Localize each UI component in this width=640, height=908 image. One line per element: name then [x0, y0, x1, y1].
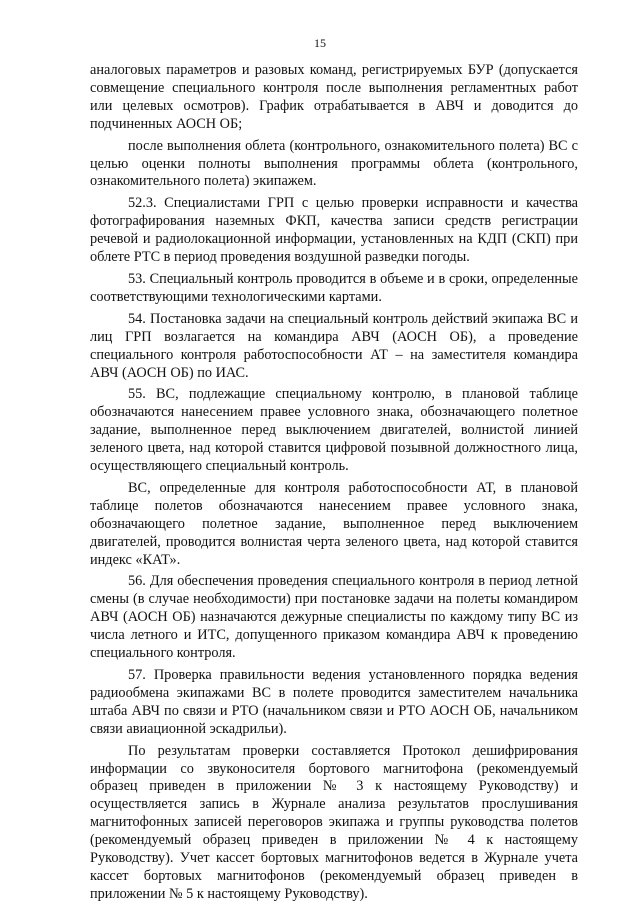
document-body	[90, 62, 578, 908]
paragraph-55: 55. ВС, подлежащие специальному контролю, в плановой таблице обозначаются нанесением правее условного знака, обозначающего полетное задание, выполненное перед выключением двигателей, волнистой линией зеленого цвета, над которой ставится цифровой позывной должностного лица, осуществляющего специальный контроль.	[90, 386, 578, 475]
paragraph-53: 53. Специальный контроль проводится в объеме и в сроки, определенные соответствующими технологическими картами.	[90, 270, 578, 305]
paragraph-52-3: 52.3. Специалистами ГРП с целью проверки исправности и качества фотографирования наземных ФКП, качества записи средств регистрации речевой и радиолокационной информации, установленных на КДП (СКП) при облете РТС в период проведения воздушной разведки погоды.	[90, 195, 578, 266]
paragraph-56: 56. Для обеспечения проведения специального контроля в период летной смены (в случае необходимости) при постановке задачи на полеты командиром АВЧ (АОСН ОБ) назначаются дежурные специалисты по каждому типу ВС из числа летного и ИТС, допущенного приказом командира АВЧ к проведению специального контроля.	[90, 573, 578, 662]
paragraph-55-kat: ВС, определенные для контроля работоспособности АТ, в плановой таблице полетов обозначаются нанесением правее условного знака, обозначающего полетное задание, выполненное перед выключением двигателей, проводится волнистая черта зеленого цвета, над которой ставится индекс «КАТ».	[90, 479, 578, 568]
page-number: 15	[314, 36, 326, 50]
paragraph-54: 54. Постановка задачи на специальный контроль действий экипажа ВС и лиц ГРП возлагается на командира АВЧ (АОСН ОБ), а проведение специального контроля работоспособности АТ – на заместителя командира АВЧ (АОСН ОБ) по ИАС.	[90, 310, 578, 381]
paragraph-57: 57. Проверка правильности ведения установленного порядка ведения радиообмена экипажами ВС в полете проводится заместителем начальника штаба АВЧ по связи и РТО (начальником связи и РТО АОСН ОБ, начальником связи авиационной эскадрильи).	[90, 667, 578, 737]
paragraph-after-flight: после выполнения облета (контрольного, ознакомительного полета) ВС с целью оценки полноты выполнения программы облета (контрольного, ознакомительного полета) экипажем.	[90, 137, 578, 190]
paragraph-continuation: аналоговых параметров и разовых команд, регистрируемых БУР (допускается совмещение специального контроля после выполнения регламентных работ или целевых осмотров). График отрабатывается в АВЧ и доводится до подчиненных АОСН ОБ;	[90, 62, 578, 132]
paragraph-protocol: По результатам проверки составляется Протокол дешифрирования информации со звуконосителя бортового магнитофона (рекомендуемый образец приведен в приложении № 3 к настоящему Руководству) и осуществляется запись в Журнале анализа результатов прослушивания магнитофонных записей переговоров экипажа и группы руководства полетов (рекомендуемый образец приведен в приложении № 4 к настоящему Руководству). Учет кассет бортовых магнитофонов ведется в Журнале учета кассет бортовых магнитофонов (рекомендуемый образец приведен в приложении № 5 к настоящему Руководству).	[90, 742, 578, 902]
